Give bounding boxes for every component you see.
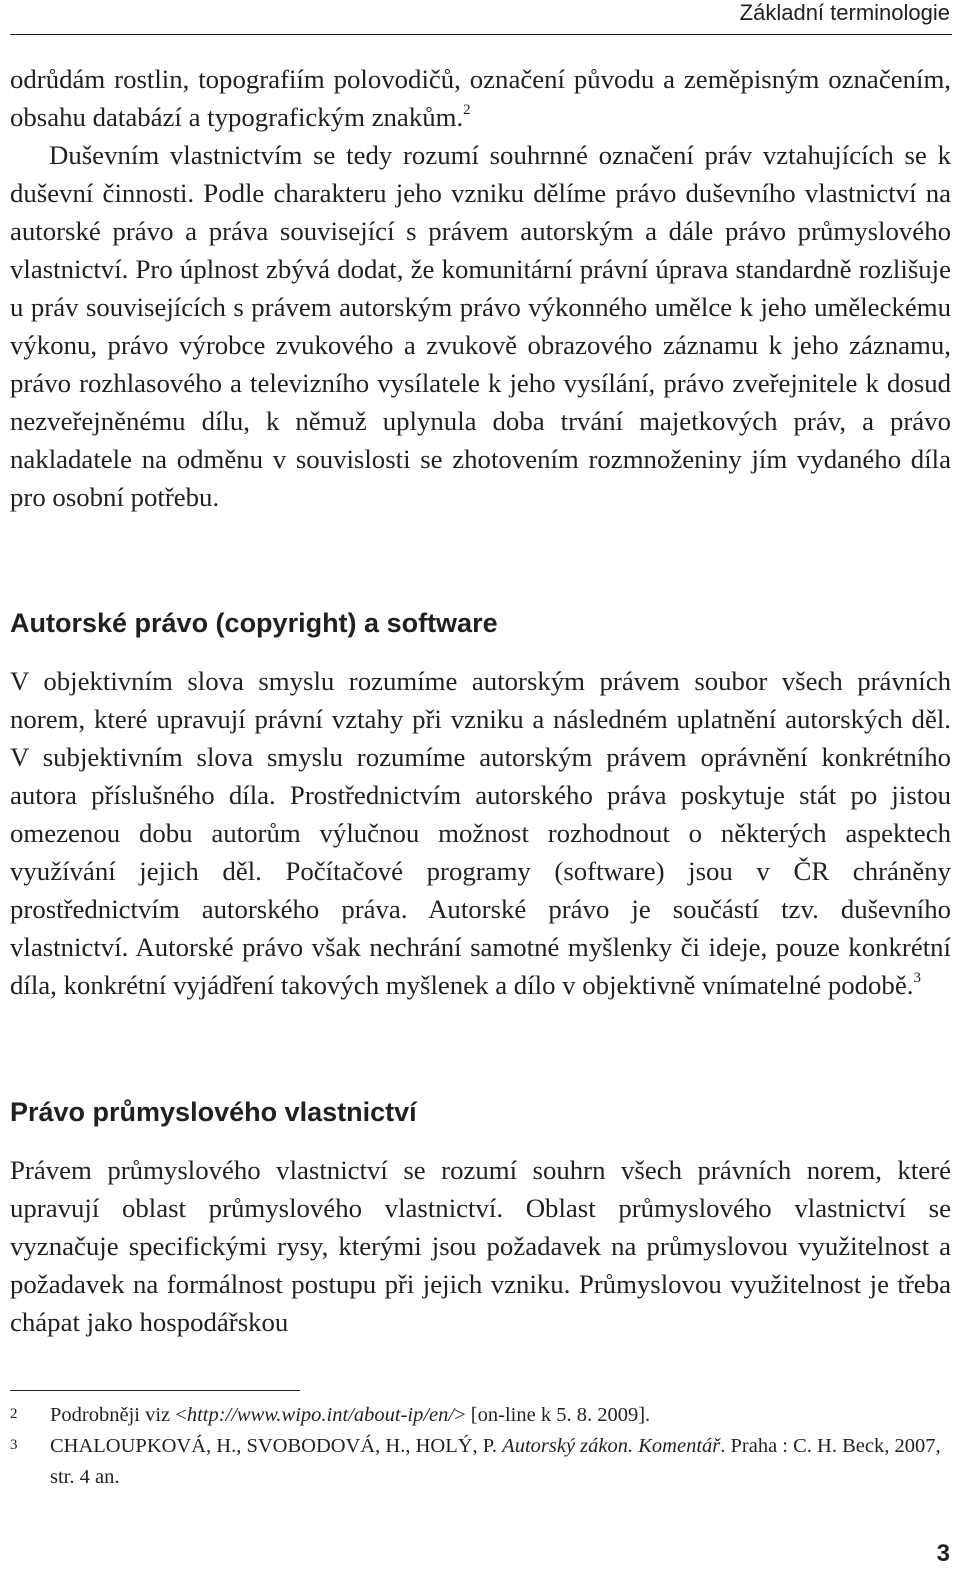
intro-text: [10, 60, 951, 516]
section-copyright-paragraph-text: V objektivním slova smyslu rozumíme autorským právem soubor všech právních norem, které upravují právní vztahy při vzniku a následném uplatnění autorských děl. V subjektivním slova smyslu rozumíme autorským právem oprávnění konkrétního autora příslušného díla. Prostřednictvím autorského práva poskytuje stát po jistou omezenou dobu autorům výlučnou možnost rozhodnout o některých aspektech využívání jejich děl. Počítačové programy (software) jsou v ČR chráněny prostřednictvím autorského práva. Autorské právo je součástí tzv. duševního vlastnictví. Autorské právo však nechrání samotné myšlenky či ideje, pouze konkrétní díla, konkrétní vyjádření takových myšlenek a dílo v objektivně vnímatelné podobě.: [10, 666, 951, 1000]
footnote-text-part: CHALOUPKOVÁ, H., SVOBODOVÁ, H., HOLÝ, P.: [50, 1435, 503, 1457]
intro-paragraph-1: [10, 60, 951, 136]
section-copyright-paragraph: [10, 662, 951, 1004]
section-industrial-property-paragraph: Právem průmyslového vlastnictví se rozumí souhrn všech právních norem, které upravují oblast průmyslového vlastnictví. Oblast průmyslového vlastnictví se vyznačuje specifickými rysy, kterými jsou požadavek na průmyslovou využitelnost a požadavek na formálnost postupu při jejich vzniku. Průmyslovou využitelnost je třeba chápat jako hospodářskou: [10, 1155, 951, 1337]
footnote-url: http://www.wipo.int/about-ip/en/: [186, 1404, 455, 1426]
footnote-ref-2: 2: [463, 102, 471, 118]
footnote-text-part: > [on-line k 5. 8. 2009].: [454, 1404, 651, 1426]
footnote-book-title: Autorský zákon. Komentář: [502, 1435, 721, 1457]
footnote-text: [50, 1400, 951, 1431]
footnote-separator: [10, 1390, 300, 1391]
section-heading-industrial-property: Právo průmyslového vlastnictví: [10, 1097, 417, 1127]
footnote-text-part: . Praha : C. H. Beck, 2007, str. 4 an.: [50, 1435, 941, 1488]
footnote-text-part: Podrobněji viz <: [50, 1404, 187, 1426]
footnotes: [10, 1400, 951, 1493]
footnote-number: 3: [10, 1437, 18, 1453]
section-industrial-property-text: [10, 1151, 951, 1341]
running-header: Základní terminologie: [739, 0, 950, 25]
intro-paragraph-1-text: odrůdám rostlin, topografiím polovodičů, označení původu a zeměpisným označením, obsahu databází a typografickým znakům.: [10, 64, 951, 132]
page-number: 3: [936, 1540, 950, 1567]
footnote-2: [10, 1400, 951, 1431]
section-heading-copyright: Autorské právo (copyright) a software: [10, 608, 498, 638]
footnote-ref-3: 3: [913, 970, 921, 986]
footnote-text: [50, 1431, 951, 1493]
footnote-3: [10, 1431, 951, 1493]
intro-paragraph-2: Duševním vlastnictvím se tedy rozumí souhrnné označení práv vztahujících se k duševní činnosti. Podle charakteru jeho vzniku dělíme právo duševního vlastnictví na autorské právo a práva související s právem autorským a dále právo průmyslového vlastnictví. Pro úplnost zbývá dodat, že komunitární právní úprava standardně rozlišuje u práv souvisejících s právem autorským právo výkonného umělce k jeho uměleckému výkonu, právo výrobce zvukového a zvukově obrazového záznamu k jeho záznamu, právo rozhlasového a televizního vysílatele k jeho vysílání, právo zveřejnitele k dosud nezveřejněnému dílu, k němuž uplynula doba trvání majetkových práv, a právo nakladatele na odměnu v souvislosti se zhotovením rozmnoženiny jím vydaného díla pro osobní potřebu.: [10, 140, 951, 512]
section-copyright-text: [10, 662, 951, 1004]
header-rule: [10, 34, 952, 35]
footnote-number: 2: [10, 1406, 18, 1422]
